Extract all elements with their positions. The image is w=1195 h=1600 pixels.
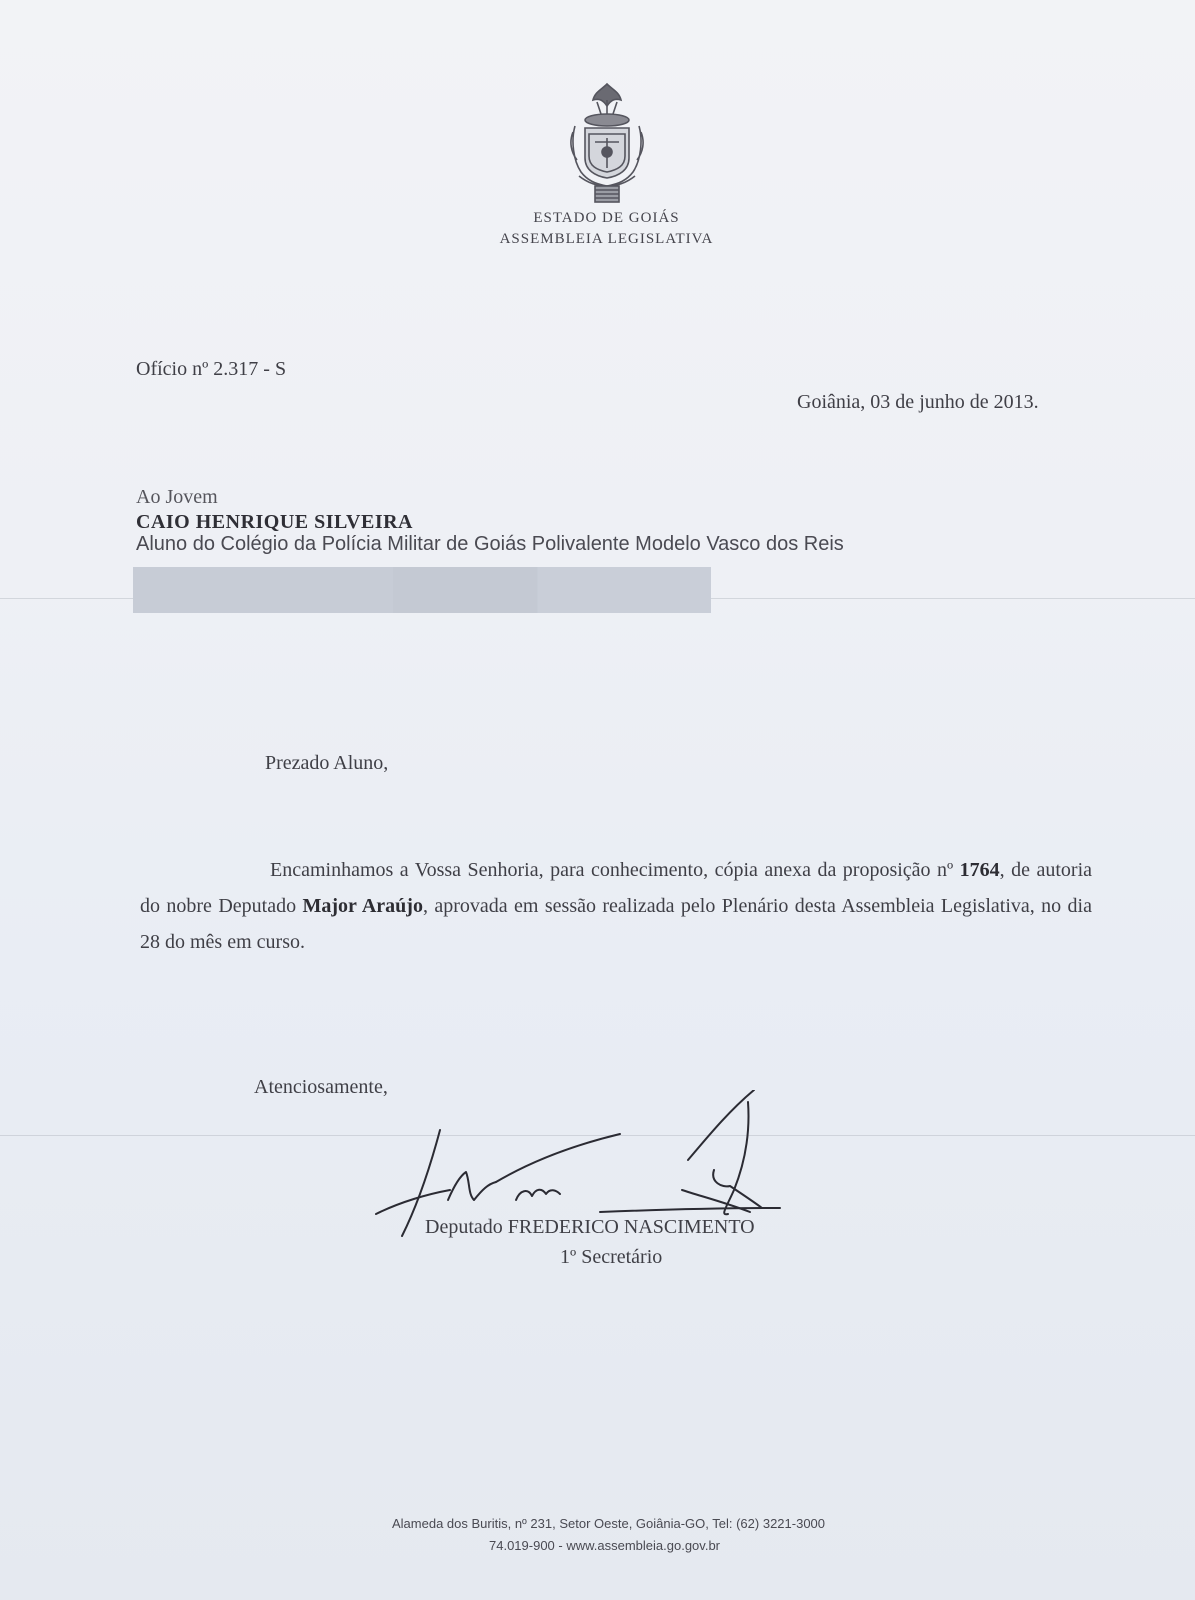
footer-address: Alameda dos Buritis, nº 231, Setor Oeste, Goiânia-GO, Tel: (62) 3221-3000 [391,1516,826,1531]
redacted-address [133,567,711,613]
proposal-number: 1764 [959,859,1000,881]
oficio-number: Ofício nº 2.317 - S [136,358,287,380]
body-text: Encaminhamos a Vossa Senhoria, para conhecimento, cópia anexa da proposição nº [270,859,960,881]
signer-title: 1º Secretário [560,1246,663,1268]
recipient-description: Aluno do Colégio da Polícia Militar de Goiás Polivalente Modelo Vasco dos Reis [136,533,844,555]
footer-contact: 74.019-900 - www.assembleia.go.gov.br [489,1538,720,1553]
recipient-salutation: Ao Jovem [136,486,218,508]
letter-date: Goiânia, 03 de junho de 2013. [797,391,1039,413]
signer-name: Deputado FREDERICO NASCIMENTO [425,1216,755,1238]
author-name: Major Araújo [302,895,423,917]
body-text: , de autoria do nobre Deputado [140,859,1092,917]
header-institution: ASSEMBLEIA LEGISLATIVA [499,231,714,247]
greeting: Prezado Aluno, [265,752,389,774]
handwritten-signature [370,1090,850,1260]
header-state: ESTADO DE GOIÁS [533,210,680,226]
coat-of-arms-icon [565,80,649,206]
letter-body [140,852,1092,960]
closing: Atenciosamente, [254,1076,388,1098]
body-text: , aprovada em sessão realizada pelo Plenário desta Assembleia Legislativa, no dia 28 do mês em curso. [140,895,1092,953]
recipient-name: CAIO HENRIQUE SILVEIRA [136,511,413,533]
